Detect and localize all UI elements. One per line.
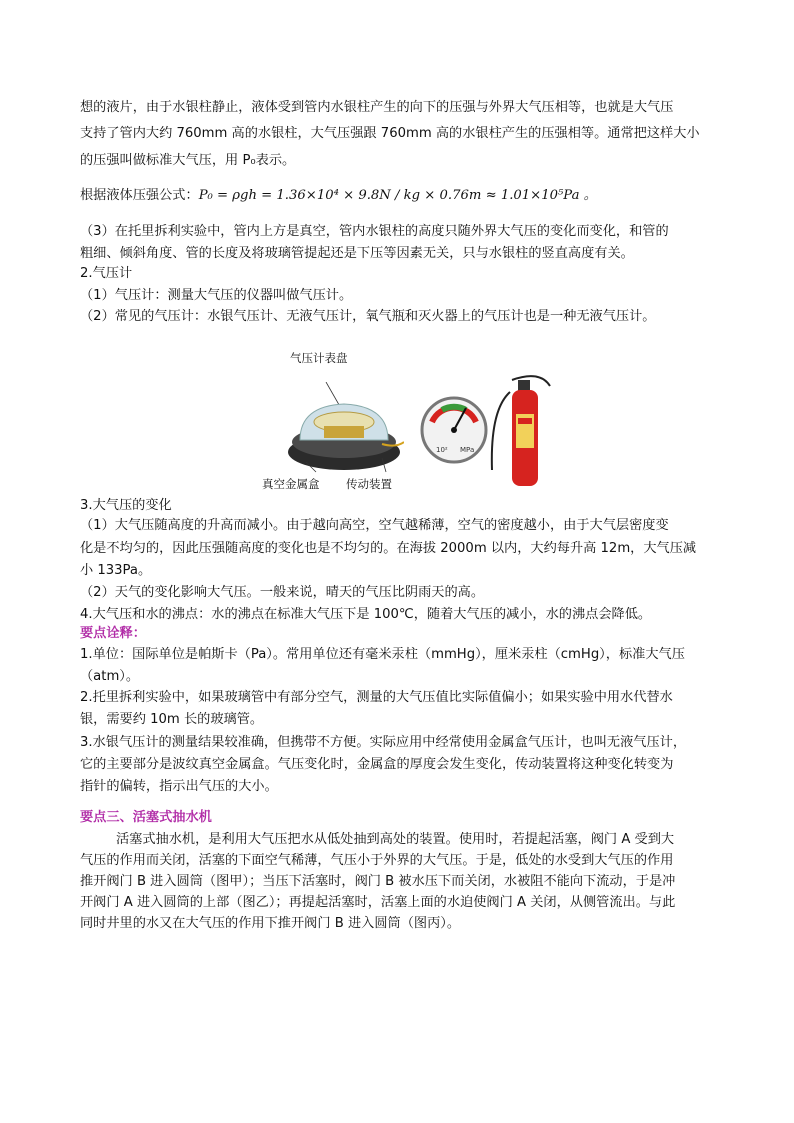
aneroid-barometer-image (286, 382, 404, 474)
fire-extinguisher-image (420, 370, 552, 490)
figure-label-dial: 气压计表盘 (290, 351, 348, 365)
paragraph-line: 粗细、倾斜角度、管的长度及将玻璃管提起还是下压等因素无关，只与水银柱的竖直高度有关。 (80, 246, 634, 261)
formula-label: 根据液体压强公式： (80, 188, 199, 203)
paragraph-line: （1）大气压随高度的升高而减小。由于越向高空，空气越稀薄，空气的密度越小，由于大气层密度变 (80, 518, 669, 533)
paragraph-line: 想的液片，由于水银柱静止，液体受到管内水银柱产生的向下的压强与外界大气压相等，也就是大气压 (80, 100, 674, 115)
paragraph-line: 化是不均匀的，因此压强随高度的变化也是不均匀的。在海拔 2000m 以内，大约每升高 12m，大气压减 (80, 541, 697, 556)
barometer-figure (262, 350, 552, 492)
pump-line: 活塞式抽水机，是利用大气压把水从低处抽到高处的装置。使用时，若提起活塞，阀门 A 受到大 (116, 832, 675, 847)
section-title: 3.大气压的变化 (80, 498, 172, 513)
note-line: 银，需要约 10m 长的玻璃管。 (80, 712, 264, 727)
dial-text-right: MPa (460, 446, 475, 454)
note-line: （atm）。 (80, 669, 140, 684)
dial-text-left: 10² (436, 446, 448, 454)
list-item: （2）常见的气压计：水银气压计、无液气压计，氧气瓶和灭火器上的气压计也是一种无液气压计。 (80, 309, 656, 324)
paragraph-line: 的压强叫做标准大气压，用 P₀表示。 (80, 153, 296, 168)
list-item: （1）气压计：测量大气压的仪器叫做气压计。 (80, 288, 353, 303)
note-line: 3.水银气压计的测量结果较准确，但携带不方便。实际应用中经常使用金属盒气压计，也叫无液气压计， (80, 735, 687, 750)
figure-label-vacuum-box: 真空金属盒 (262, 477, 320, 491)
note-line: 1.单位：国际单位是帕斯卡（Pa）。常用单位还有毫米汞柱（mmHg），厘米汞柱（cmHg），标准大气压 (80, 647, 685, 662)
paragraph-line: （3）在托里拆利实验中，管内上方是真空，管内水银柱的高度只随外界大气压的变化而变化，和管的 (80, 224, 669, 239)
paragraph-line: 支持了管内大约 760mm 高的水银柱，大气压强跟 760mm 高的水银柱产生的压强相等。通常把这样大小 (80, 126, 700, 141)
paragraph-line: 4.大气压和水的沸点：水的沸点在标准大气压下是 100℃，随着大气压的减小，水的沸点会降低。 (80, 607, 652, 622)
pump-line: 同时井里的水又在大气压的作用下推开阀门 B 进入圆筒（图丙）。 (80, 916, 461, 931)
paragraph-line: 小 133Pa。 (80, 563, 152, 578)
note-line: 2.托里拆利实验中，如果玻璃管中有部分空气，测量的大气压值比实际值偏小；如果实验中用水代替水 (80, 690, 673, 705)
formula-line (80, 186, 597, 206)
pump-line: 气压的作用而关闭，活塞的下面空气稀薄，气压小于外界的大气压。于是，低处的水受到大气压的作用 (80, 853, 674, 868)
formula-expression: P₀ = ρgh = 1.36×10⁴ × 9.8N / kg × 0.76m ≈ 1.01×10⁵Pa 。 (198, 188, 597, 203)
pump-heading: 要点三、活塞式抽水机 (80, 810, 212, 825)
figure-label-transmission: 传动装置 (346, 477, 392, 491)
note-line: 指针的偏转，指示出气压的大小。 (80, 779, 278, 794)
pump-line: 开阀门 A 进入圆筒的上部（图乙）；再提起活塞时，活塞上面的水迫使阀门 A 关闭，从侧管流出。与此 (80, 895, 676, 910)
note-line: 它的主要部分是波纹真空金属盒。气压变化时，金属盒的厚度会发生变化，传动装置将这种变化转变为 (80, 757, 674, 772)
pump-line: 推开阀门 B 进入圆筒（图甲）；当压下活塞时，阀门 B 被水压下而关闭，水被阻不能向下流动，于是冲 (80, 874, 676, 889)
section-title: 2.气压计 (80, 266, 133, 281)
paragraph-line: （2）天气的变化影响大气压。一般来说，晴天的气压比阴雨天的高。 (80, 585, 485, 600)
notes-heading: 要点诠释： (80, 626, 146, 641)
